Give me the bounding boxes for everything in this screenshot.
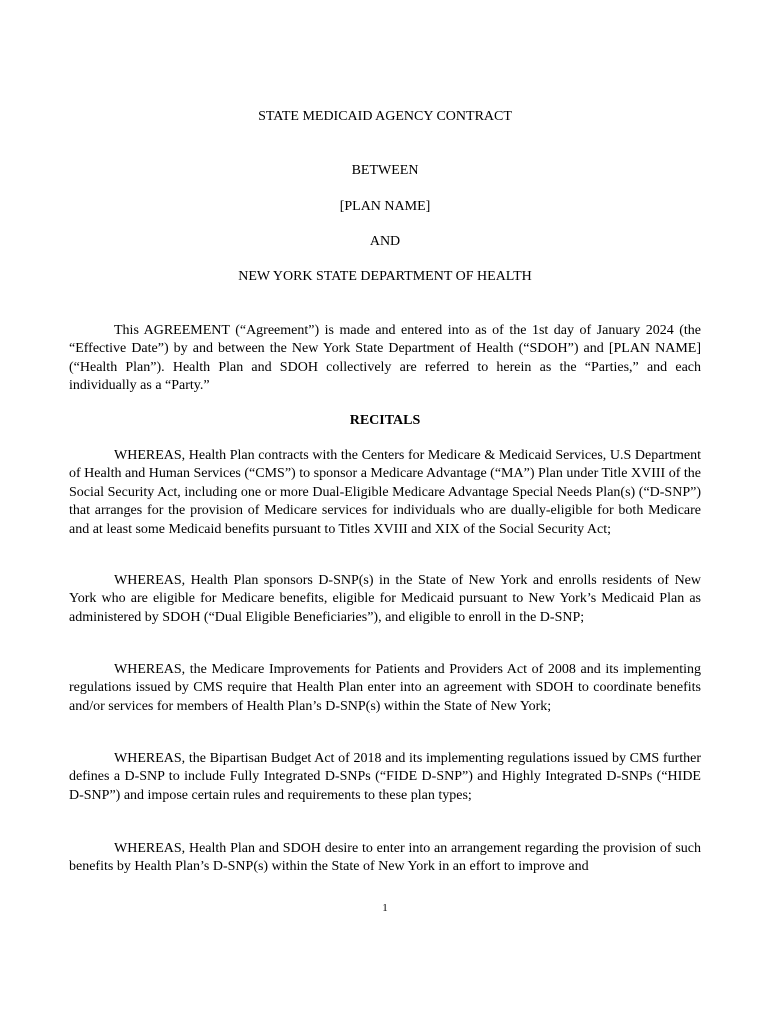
between-label: BETWEEN	[351, 163, 419, 178]
recital-paragraph: WHEREAS, Health Plan contracts with the Centers for Medicare & Medicaid Services, U.S Department of Health and Human Services (“CMS”) to sponsor a Medicare Advantage (“MA”) Plan under Title XVIII of the Social Security Act, including one or more Dual-Eligible Medicare Advantage Special Needs Plan(s) (“D-SNP”) that arranges for the provision of Medicare services for individuals who are dually-eligible for both Medicare and at least some Medicaid benefits pursuant to Titles XVIII and XIX of the Social Security Act;	[69, 448, 701, 537]
recital-paragraph: WHEREAS, Health Plan and SDOH desire to enter into an arrangement regarding the provision of such benefits by Health Plan’s D-SNP(s) within the State of New York in an effort to improve and	[69, 841, 701, 875]
recitals-heading: RECITALS	[349, 413, 421, 428]
recital-paragraph: WHEREAS, the Bipartisan Budget Act of 2018 and its implementing regulations issued by CMS further defines a D-SNP to include Fully Integrated D-SNPs (“FIDE D-SNP”) and Highly Integrated D-SNPs (“HIDE D-SNP”) and impose certain rules and requirements to these plan types;	[69, 751, 701, 803]
intro-paragraph: This AGREEMENT (“Agreement”) is made and entered into as of the 1st day of January 2024 (the “Effective Date”) by and between the New York State Department of Health (“SDOH”) and [PLAN NAME] (“Health Plan”). Health Plan and SDOH collectively are referred to herein as the “Parties,” and each individually as a “Party.”	[69, 323, 701, 394]
department-name: NEW YORK STATE DEPARTMENT OF HEALTH	[238, 269, 532, 284]
recital-paragraph: WHEREAS, Health Plan sponsors D-SNP(s) in the State of New York and enrolls residents of New York who are eligible for Medicare benefits, eligible for Medicaid pursuant to New York’s Medicaid Plan as administered by SDOH (“Dual Eligible Beneficiaries”), and eligible to enroll in the D-SNP;	[69, 573, 701, 625]
contract-title: STATE MEDICAID AGENCY CONTRACT	[258, 109, 512, 124]
page-number: 1	[382, 902, 388, 914]
plan-name: [PLAN NAME]	[339, 199, 431, 214]
and-label: AND	[369, 234, 401, 249]
recital-paragraph: WHEREAS, the Medicare Improvements for Patients and Providers Act of 2008 and its implementing regulations issued by CMS require that Health Plan enter into an agreement with SDOH to coordinate benefits and/or services for members of Health Plan’s D-SNP(s) within the State of New York;	[69, 662, 701, 714]
